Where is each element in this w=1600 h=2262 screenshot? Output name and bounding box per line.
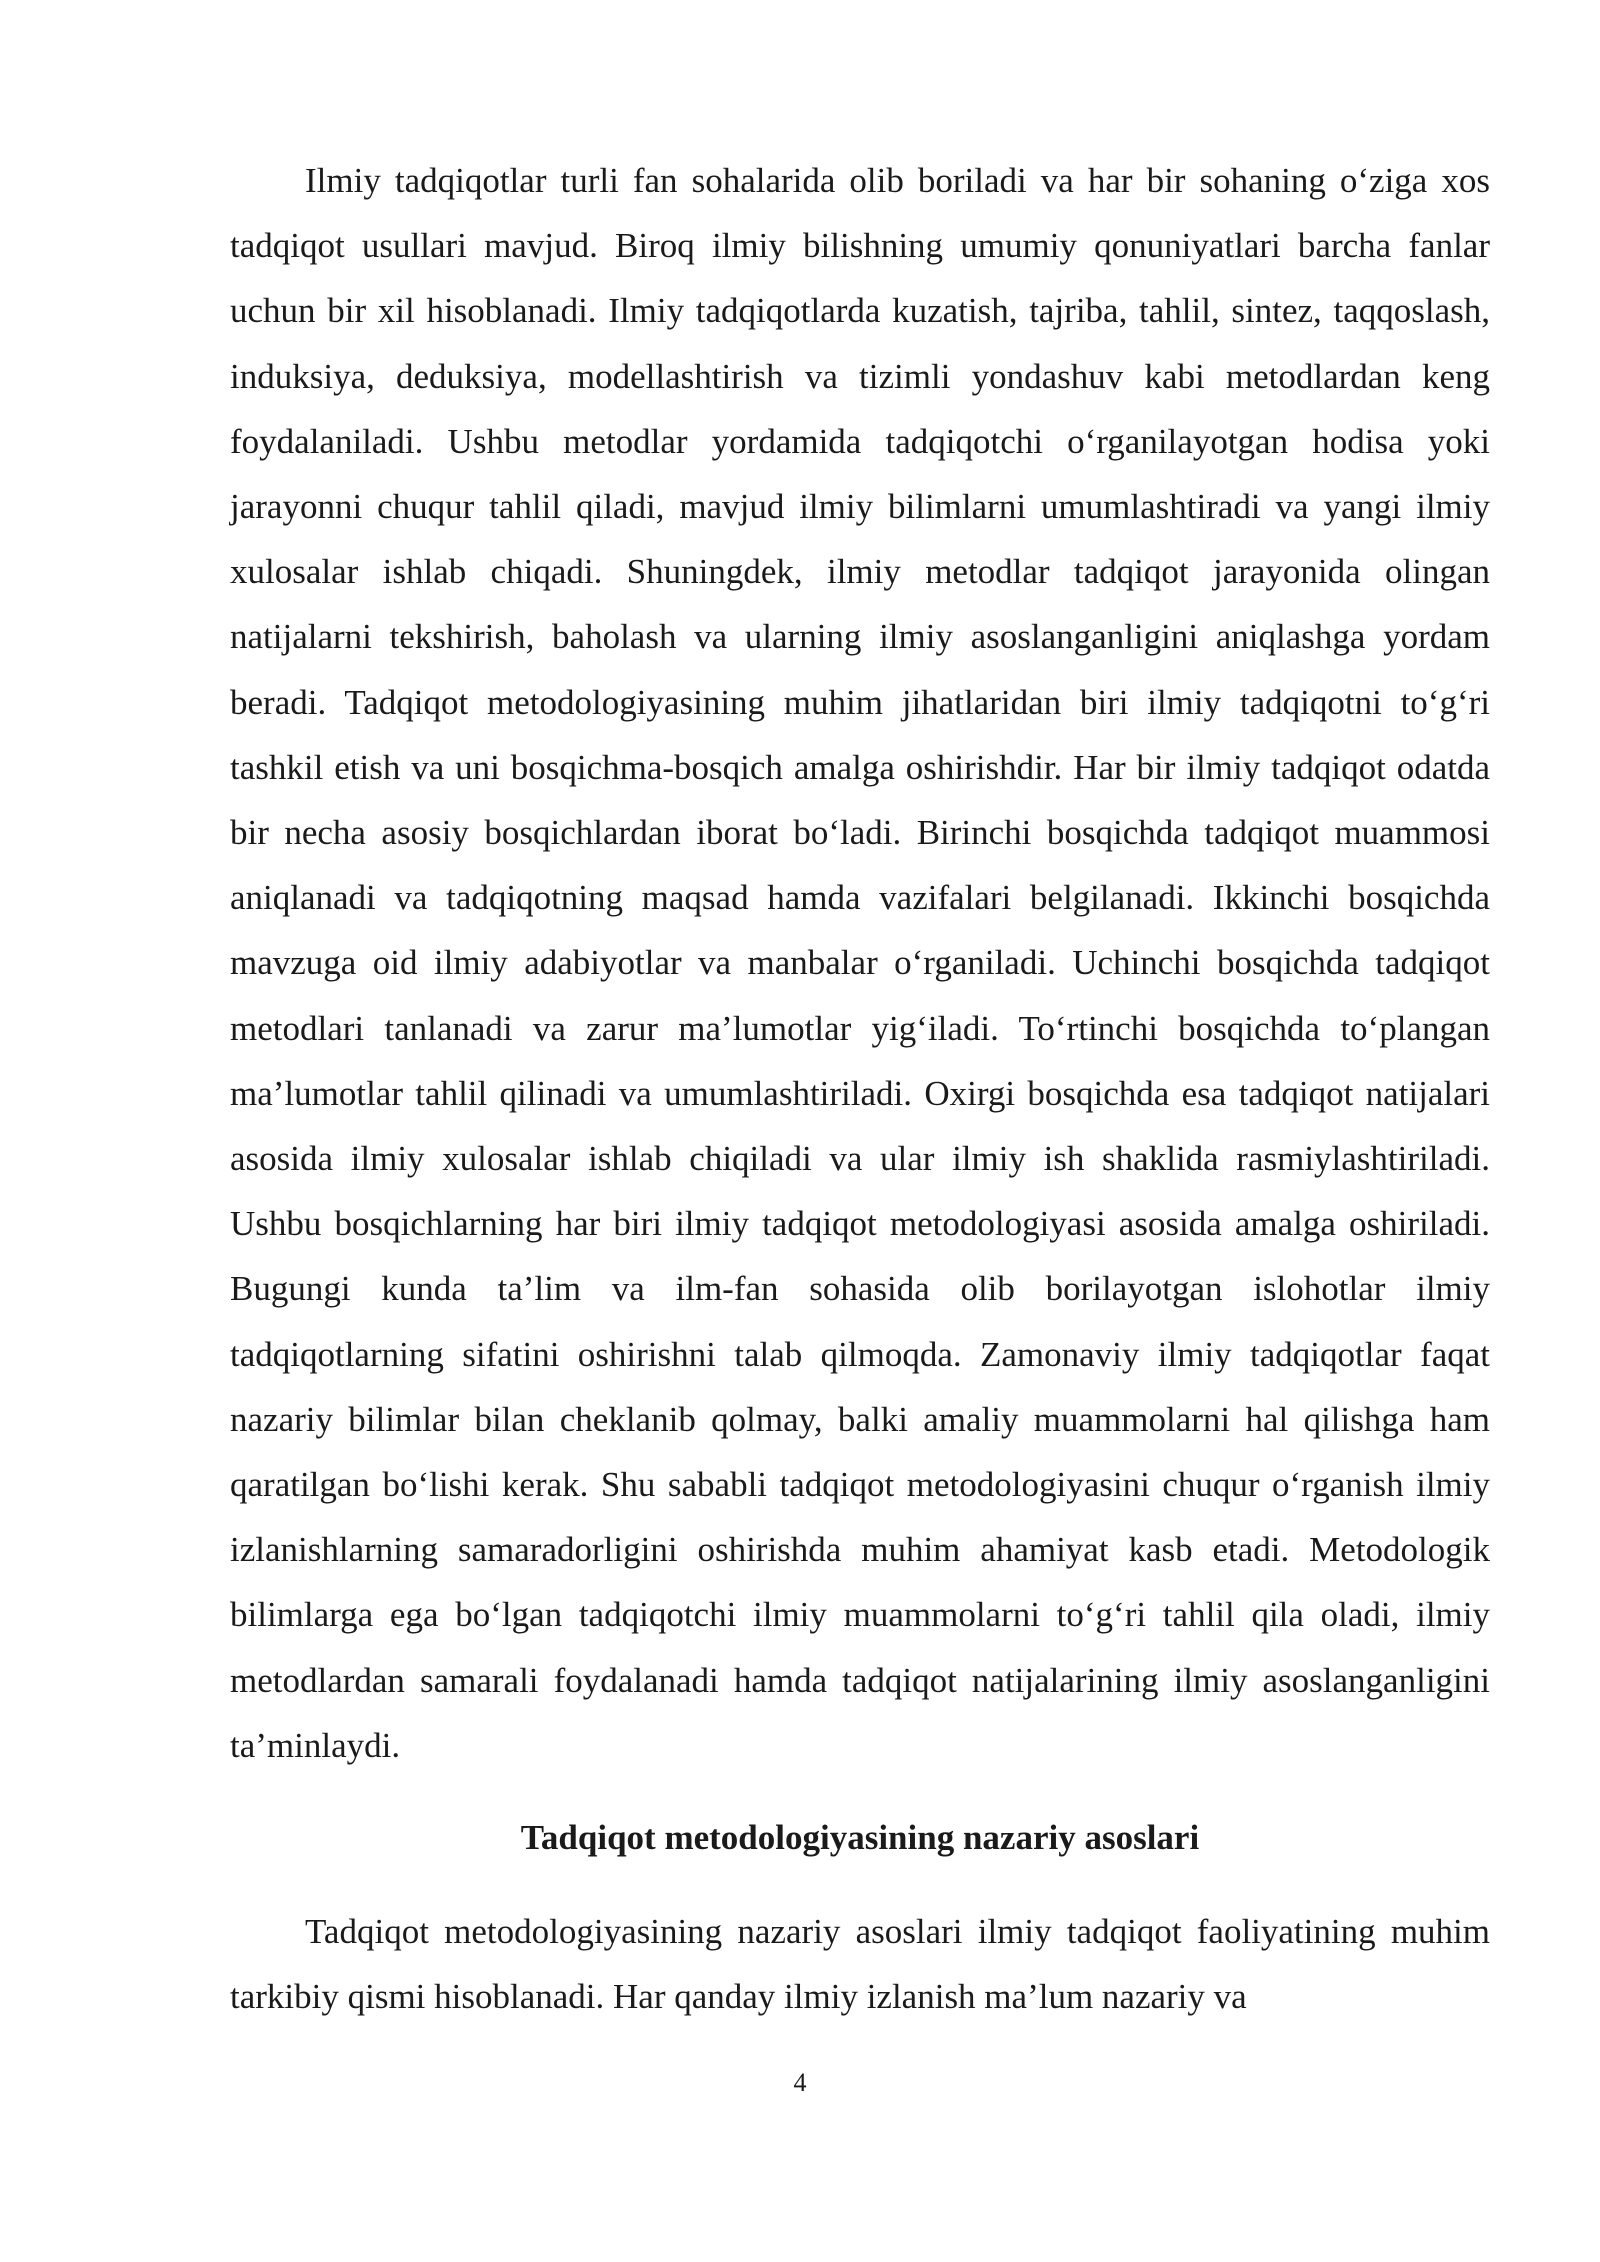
body-paragraph-1: Ilmiy tadqiqotlar turli fan sohalarida olib boriladi va har bir sohaning o‘ziga xos tadqiqot usullari mavjud. Biroq ilmiy bilishning umumiy qonuniyatlari barcha fanlar uchun bir xil hisoblanadi. Ilmiy tadqiqotlarda kuzatish, tajriba, tahlil, sintez, taqqoslash, induksiya, deduksiya, modellashtirish va tizimli yondashuv kabi metodlardan keng foydalaniladi. Ushbu metodlar yordamida tadqiqotchi o‘rganilayotgan hodisa yoki jarayonni chuqur tahlil qiladi, mavjud ilmiy bilimlarni umumlashtiradi va yangi ilmiy xulosalar ishlab chiqadi. Shuningdek, ilmiy metodlar tadqiqot jarayonida olingan natijalarni tekshirish, baholash va ularning ilmiy asoslanganligini aniqlashga yordam beradi. Tadqiqot metodologiyasining muhim jihatlaridan biri ilmiy tadqiqotni to‘g‘ri tashkil etish va uni bosqichma-bosqich amalga oshirishdir. Har bir ilmiy tadqiqot odatda bir necha asosiy bosqichlardan iborat bo‘ladi. Birinchi bosqichda tadqiqot muammosi aniqlanadi va tadqiqotning maqsad hamda vazifalari belgilanadi. Ikkinchi bosqichda mavzuga oid ilmiy adabiyotlar va manbalar o‘rganiladi. Uchinchi bosqichda tadqiqot metodlari tanlanadi va zarur ma’lumotlar yig‘iladi. To‘rtinchi bosqichda to‘plangan ma’lumotlar tahlil qilinadi va umumlashtiriladi. Oxirgi bosqichda esa tadqiqot natijalari asosida ilmiy xulosalar ishlab chiqiladi va ular ilmiy ish shaklida rasmiylashtiriladi. Ushbu bosqichlarning har biri ilmiy tadqiqot metodologiyasi asosida amalga oshiriladi. Bugungi kunda ta’lim va ilm-fan sohasida olib borilayotgan islohotlar ilmiy tadqiqotlarning sifatini oshirishni talab qilmoqda. Zamonaviy ilmiy tadqiqotlar faqat nazariy bilimlar bilan cheklanib qolmay, balki amaliy muammolarni hal qilishga ham qaratilgan bo‘lishi kerak. Shu sababli tadqiqot metodologiyasini chuqur o‘rganish ilmiy izlanishlarning samaradorligini oshirishda muhim ahamiyat kasb etadi. Metodologik bilimlarga ega bo‘lgan tadqiqotchi ilmiy muammolarni to‘g‘ri tahlil qila oladi, ilmiy metodlardan samarali foydalanadi hamda tadqiqot natijalarining ilmiy asoslanganligini ta’minlaydi. [230, 161, 1490, 1765]
body-paragraph-2: Tadqiqot metodologiyasining nazariy asoslari ilmiy tadqiqot faoliyatining muhim tarkibiy qismi hisoblanadi. Har qanday ilmiy izlanish ma’lum nazariy va [230, 1912, 1490, 2017]
page-body [230, 148, 1490, 2029]
page-number: 4 [793, 2068, 807, 2097]
section-heading: Tadqiqot metodologiyasining nazariy asoslari [520, 1818, 1200, 1858]
